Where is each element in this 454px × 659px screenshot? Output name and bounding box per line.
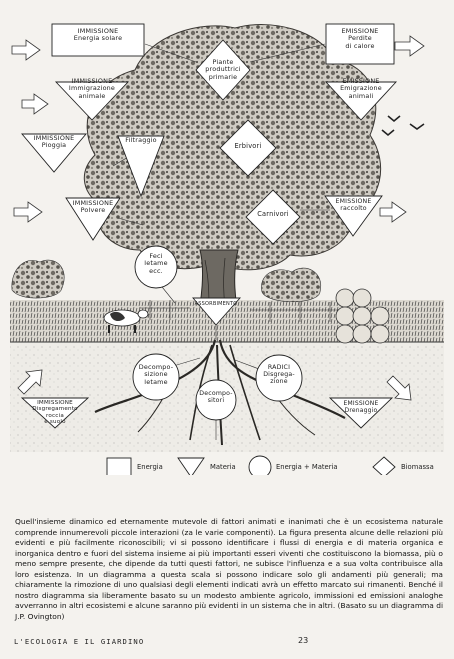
label-manure: Feci letame ecc. bbox=[144, 252, 168, 275]
label-roots-breakdown: RADICI Disgrega- zione bbox=[263, 364, 295, 386]
label-input-rock-breakdown: IMMISSIONE Disgregamento roccia e suolo bbox=[32, 400, 78, 426]
label-input-animal-immigration: IMMISSIONE Immigrazione animale bbox=[68, 77, 116, 100]
legend-energy-matter-label: Energia + Materia bbox=[276, 463, 338, 471]
label-herbivores: Erbivori bbox=[234, 142, 262, 150]
label-input-dust: IMMISSIONE Polvere bbox=[72, 199, 114, 215]
label-output-heat: EMISSIONE Perdite di calore bbox=[341, 27, 379, 50]
page-number: 23 bbox=[298, 636, 309, 645]
label-decomposers: Decompo- sitori bbox=[199, 390, 233, 405]
label-absorption: ASSORBIMENTO bbox=[194, 301, 238, 307]
label-output-harvest: EMISSIONE raccolto bbox=[335, 198, 372, 213]
legend-energy-label: Energia bbox=[137, 463, 163, 471]
figure-caption: Quell'insieme dinamico ed eternamente mutevole di fattori animati e inanimati che è un ecosistema naturale comprende innumerevoli piccole interazioni (za le varie componenti). La figura presenta alcune delle relazioni più evidenti e più facilmente riconoscibili; vi si possono identificare i flussi di energia e di materia organica e inorganica dentro e fuori del sistema insieme ai più importanti esseri viventi che costituiscono la biomassa, più o meno sempre presente, che dipende da tutti questi fattori, ne subisce l'influenza e a sua volta contribuisce alla loro esistenza. In un diagramma a questa scala si possono indicare solo gli andamenti più generali; ma chiaramente la rimozione di uno qualsiasi degli elementi indicati avrà un effetto marcato sui rimanenti. Benché il nostro diagramma sia liberamente basato su un modesto ambiente agricolo, immissioni ed emissioni analoghe avverranno in altri ecosistemi e alcune saranno più evidenti in un sistema che in altri. (Basato su un diagramma di J.P. Ovington) bbox=[15, 517, 444, 621]
background-tree-left bbox=[12, 260, 64, 298]
legend-matter-label: Materia bbox=[210, 463, 236, 471]
label-producers: Piante produttrici primarie bbox=[205, 58, 241, 81]
label-input-rain: IMMISSIONE Pioggia bbox=[33, 134, 75, 150]
label-input-solar: IMMISSIONE Energia solare bbox=[73, 27, 123, 43]
label-output-drainage: EMISSIONE Drenaggio bbox=[343, 400, 379, 414]
running-title: L'ECOLOGIA E IL GIARDINO bbox=[14, 637, 145, 646]
label-filter-feeders: Filtraggio bbox=[125, 136, 157, 144]
legend-biomass-label: Biomassa bbox=[401, 463, 434, 471]
label-decomposition-manure: Decompo- sizione letame bbox=[138, 363, 174, 386]
label-carnivores: Carnivori bbox=[257, 210, 289, 218]
background-tree-right bbox=[261, 268, 320, 302]
label-output-animal-emigration: EMISSIONE Emigrazione animali bbox=[340, 77, 382, 100]
